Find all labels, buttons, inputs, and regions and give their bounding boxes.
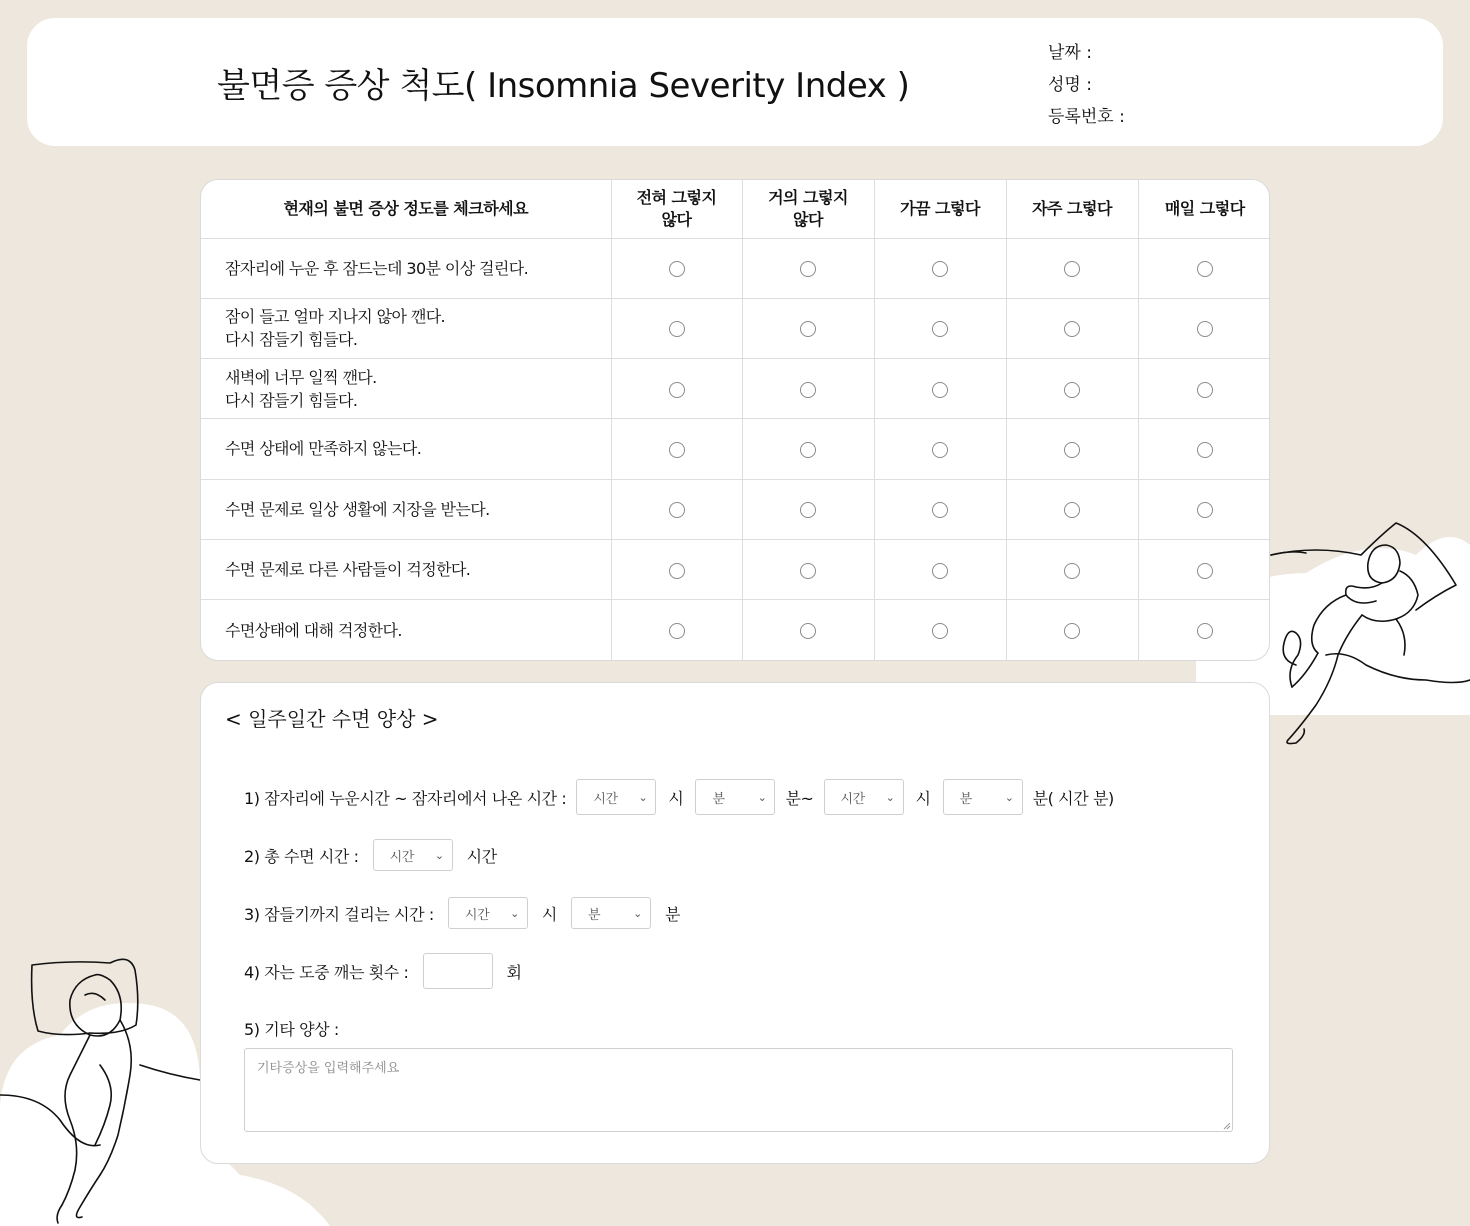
option-cell <box>874 298 1006 358</box>
bed-hour-value: 시간 <box>593 791 618 807</box>
awakenings-row <box>244 953 534 989</box>
radio-button[interactable] <box>1064 623 1080 639</box>
question-text: 수면 상태에 만족하지 않는다. <box>201 419 611 479</box>
isi-table <box>201 180 1270 660</box>
isi-table-card <box>200 179 1270 661</box>
option-cell <box>611 238 742 298</box>
total-sleep-row <box>244 839 509 871</box>
total-sleep-unit: 시간 <box>466 846 497 866</box>
radio-button[interactable] <box>669 261 685 277</box>
radio-button[interactable] <box>1064 382 1080 398</box>
patient-info <box>1048 37 1125 133</box>
radio-button[interactable] <box>1197 563 1213 579</box>
option-cell <box>611 298 742 358</box>
option-cell <box>874 359 1006 419</box>
question-text: 잠자리에 누운 후 잠드는데 30분 이상 걸린다. <box>201 238 611 298</box>
awakenings-unit: 회 <box>506 962 522 982</box>
radio-button[interactable] <box>932 321 948 337</box>
radio-button[interactable] <box>1064 442 1080 458</box>
radio-button[interactable] <box>1064 321 1080 337</box>
other-symptoms-label: 5) 기타 양상 : <box>244 1020 339 1039</box>
option-cell <box>742 419 874 479</box>
radio-button[interactable] <box>1064 563 1080 579</box>
radio-button[interactable] <box>1197 321 1213 337</box>
radio-button[interactable] <box>800 261 816 277</box>
chevron-down-icon: ⌄ <box>638 790 648 804</box>
wake-hour-select[interactable] <box>824 779 904 815</box>
chevron-down-icon: ⌄ <box>510 906 519 920</box>
option-cell <box>1138 238 1270 298</box>
latency-hour-value: 시간 <box>464 907 490 923</box>
total-sleep-label: 2) 총 수면 시간 : <box>244 846 359 866</box>
wake-minute-select[interactable] <box>943 779 1023 815</box>
chevron-down-icon: ⌄ <box>434 848 444 862</box>
option-cell <box>874 479 1006 539</box>
radio-button[interactable] <box>1064 261 1080 277</box>
radio-button[interactable] <box>1197 502 1213 518</box>
radio-button[interactable] <box>669 321 685 337</box>
table-row <box>201 298 1270 358</box>
chevron-down-icon: ⌄ <box>885 790 895 804</box>
radio-button[interactable] <box>932 261 948 277</box>
weekly-sleep-pattern-card <box>200 682 1270 1164</box>
question-text: 잠이 들고 얼마 지나지 않아 깬다. 다시 잠들기 힘들다. <box>201 298 611 358</box>
radio-button[interactable] <box>800 502 816 518</box>
name-label: 성명 : <box>1048 75 1092 95</box>
option-cell <box>742 600 874 660</box>
option-cell <box>742 298 874 358</box>
option-cell <box>611 419 742 479</box>
other-symptoms-row <box>244 1017 349 1040</box>
radio-button[interactable] <box>1064 502 1080 518</box>
question-text: 수면 문제로 일상 생활에 지장을 받는다. <box>201 479 611 539</box>
radio-button[interactable] <box>932 563 948 579</box>
awakenings-label: 4) 자는 도중 깨는 횟수 : <box>244 962 409 982</box>
option-column-header: 자주 그렇다 <box>1006 180 1138 238</box>
radio-button[interactable] <box>1197 623 1213 639</box>
option-column-header: 가끔 그렇다 <box>874 180 1006 238</box>
table-row <box>201 539 1270 599</box>
time-in-bed-suffix: 분( 시간 분) <box>1032 788 1114 808</box>
option-cell <box>1006 359 1138 419</box>
bed-time-label: 1) 잠자리에 누운시간 ~ 잠자리에서 나온 시간 : <box>244 788 567 808</box>
chevron-down-icon: ⌄ <box>757 790 767 804</box>
table-row <box>201 479 1270 539</box>
bed-minute-value: 분 <box>712 791 725 807</box>
option-cell <box>742 238 874 298</box>
radio-button[interactable] <box>669 623 685 639</box>
latency-hour-unit: 시 <box>541 904 557 924</box>
table-header-row <box>201 180 1270 238</box>
wake-hour-unit: 시 <box>915 788 931 808</box>
option-cell <box>1138 539 1270 599</box>
wake-minute-value: 분 <box>959 791 972 807</box>
radio-button[interactable] <box>932 442 948 458</box>
radio-button[interactable] <box>669 502 685 518</box>
radio-button[interactable] <box>669 442 685 458</box>
option-cell <box>742 479 874 539</box>
option-cell <box>1138 419 1270 479</box>
radio-button[interactable] <box>932 502 948 518</box>
radio-button[interactable] <box>800 563 816 579</box>
sleep-latency-row <box>244 897 692 929</box>
latency-hour-select[interactable] <box>448 897 528 929</box>
option-column-header: 매일 그렇다 <box>1138 180 1270 238</box>
table-row <box>201 359 1270 419</box>
radio-button[interactable] <box>800 623 816 639</box>
option-cell <box>742 359 874 419</box>
total-sleep-hour-value: 시간 <box>389 849 414 865</box>
radio-button[interactable] <box>800 382 816 398</box>
radio-button[interactable] <box>1197 382 1213 398</box>
radio-button[interactable] <box>932 382 948 398</box>
latency-minute-value: 분 <box>587 907 601 923</box>
wake-hour-value: 시간 <box>840 791 865 807</box>
option-cell <box>1138 298 1270 358</box>
bed-hour-select[interactable] <box>576 779 656 815</box>
option-cell <box>742 539 874 599</box>
option-cell <box>874 419 1006 479</box>
radio-button[interactable] <box>800 321 816 337</box>
bed-minute-select[interactable] <box>695 779 775 815</box>
radio-button[interactable] <box>669 563 685 579</box>
table-row <box>201 600 1270 660</box>
option-cell <box>611 600 742 660</box>
radio-button[interactable] <box>669 382 685 398</box>
question-text: 수면 문제로 다른 사람들이 걱정한다. <box>201 539 611 599</box>
latency-minute-unit: 분 <box>664 904 681 924</box>
option-cell <box>874 539 1006 599</box>
option-column-header: 전혀 그렇지 않다 <box>611 180 742 238</box>
chevron-down-icon: ⌄ <box>633 906 642 920</box>
bed-time-row <box>244 779 1126 815</box>
question-column-header: 현재의 불면 증상 정도를 체크하세요 <box>201 180 611 238</box>
question-text: 새벽에 너무 일찍 깬다. 다시 잠들기 힘들다. <box>201 359 611 419</box>
other-symptoms-textarea[interactable] <box>244 1048 1233 1132</box>
option-cell <box>1138 359 1270 419</box>
page-title: 불면증 증상 척도( Insomnia Severity Index ) <box>217 66 910 106</box>
header-card <box>27 18 1443 146</box>
option-cell <box>874 238 1006 298</box>
table-row <box>201 238 1270 298</box>
option-cell <box>611 479 742 539</box>
latency-minute-select[interactable] <box>571 897 651 929</box>
total-sleep-hour-select[interactable] <box>373 839 453 871</box>
option-cell <box>1006 238 1138 298</box>
option-cell <box>611 359 742 419</box>
radio-button[interactable] <box>1197 261 1213 277</box>
question-text: 수면상태에 대해 걱정한다. <box>201 600 611 660</box>
option-column-header: 거의 그렇지 않다 <box>742 180 874 238</box>
option-cell <box>1006 479 1138 539</box>
option-cell <box>1006 298 1138 358</box>
bed-minute-unit: 분~ <box>785 788 814 808</box>
radio-button[interactable] <box>932 623 948 639</box>
radio-button[interactable] <box>1197 442 1213 458</box>
sleep-latency-label: 3) 잠들기까지 걸리는 시간 : <box>244 904 434 924</box>
option-cell <box>1006 419 1138 479</box>
radio-button[interactable] <box>800 442 816 458</box>
option-cell <box>1006 600 1138 660</box>
date-label: 날짜 : <box>1048 43 1092 63</box>
awakenings-input[interactable] <box>423 953 493 989</box>
option-cell <box>611 539 742 599</box>
table-row <box>201 419 1270 479</box>
option-cell <box>1006 539 1138 599</box>
option-cell <box>1138 600 1270 660</box>
option-cell <box>874 600 1006 660</box>
chevron-down-icon: ⌄ <box>1004 790 1014 804</box>
bed-hour-unit: 시 <box>668 788 684 808</box>
registration-number-label: 등록번호 : <box>1048 107 1125 127</box>
resize-grip-icon[interactable] <box>1223 1122 1231 1130</box>
option-cell <box>1138 479 1270 539</box>
weekly-section-title: < 일주일간 수면 양상 > <box>225 707 439 731</box>
